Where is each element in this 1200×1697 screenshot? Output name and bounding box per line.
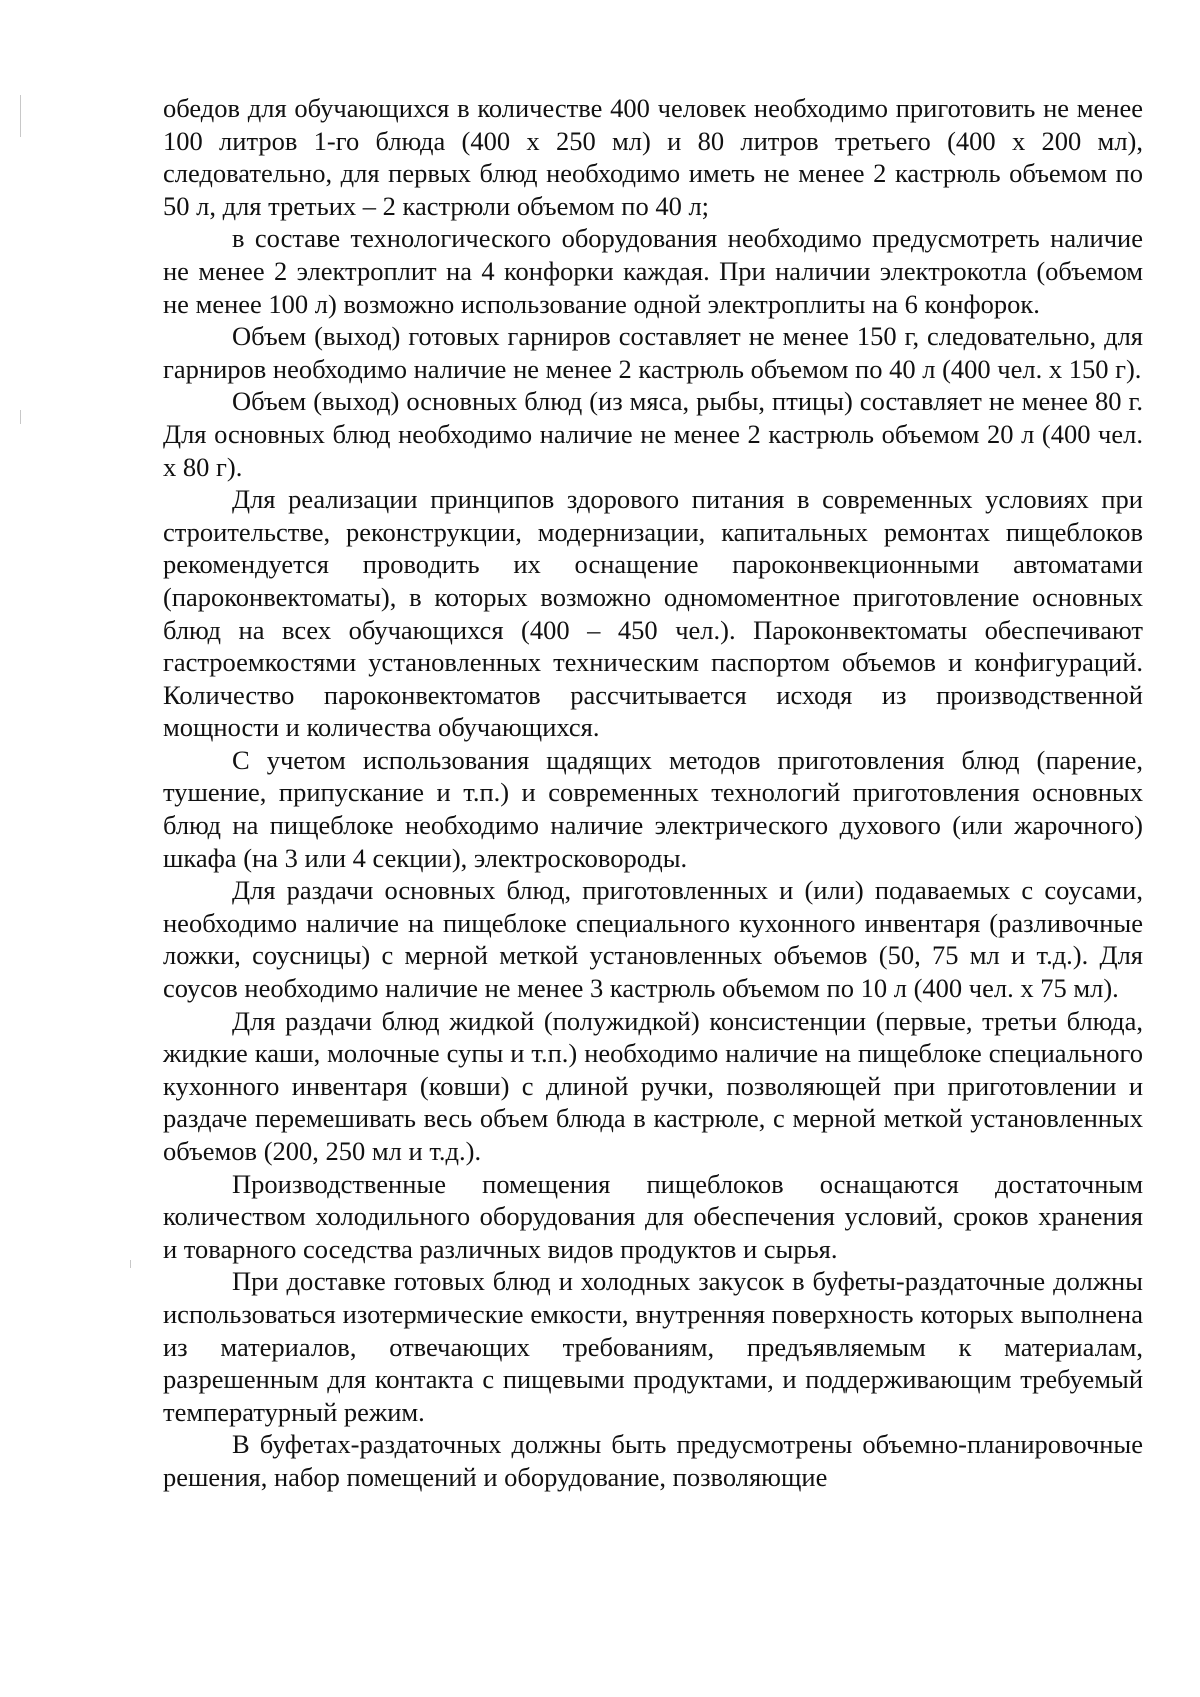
paragraph: Объем (выход) основных блюд (из мяса, рыбы, птицы) составляет не менее 80 г. Для основных блюд необходимо наличие не менее 2 кастрюль объемом 20 л (400 чел. х 80 г). xyxy=(163,386,1143,482)
paragraph: в составе технологического оборудования необходимо предусмотреть наличие не менее 2 электроплит на 4 конфорки каждая. При наличии электрокотла (объемом не менее 100 л) возможно использование одной электроплиты на 6 конфорок. xyxy=(163,223,1143,319)
paragraph: В буфетах-раздаточных должны быть предусмотрены объемно-планировочные решения, набор помещений и оборудование, позволяющие xyxy=(163,1429,1143,1492)
paragraph: Для раздачи основных блюд, приготовленных и (или) подаваемых с соусами, необходимо наличие на пищеблоке специального кухонного инвентаря (разливочные ложки, соусницы) с мерной меткой установленных объемов (50, 75 мл и т.д.). Для соусов необходимо наличие не менее 3 кастрюль объемом по 10 л (400 чел. х 75 мл). xyxy=(163,875,1143,1004)
document-body xyxy=(163,92,1143,1494)
scan-margin-mark xyxy=(20,95,21,137)
paragraph: Объем (выход) готовых гарниров составляет не менее 150 г, следовательно, для гарниров необходимо наличие не менее 2 кастрюль объемом по 40 л (400 чел. х 150 г). xyxy=(163,321,1143,384)
scan-margin-mark xyxy=(20,410,21,424)
paragraph: Для раздачи блюд жидкой (полужидкой) консистенции (первые, третьи блюда, жидкие каши, молочные супы и т.п.) необходимо наличие на пищеблоке специального кухонного инвентаря (ковши) с длиной ручки, позволяющей при приготовлении и раздаче перемешивать весь объем блюда в кастрюле, с мерной меткой установленных объемов (200, 250 мл и т.д.). xyxy=(163,1005,1143,1166)
paragraph: Для реализации принципов здорового питания в современных условиях при строительстве, реконструкции, модернизации, капитальных ремонтах пищеблоков рекомендуется проводить их оснащение пароконвекционными автоматами (пароконвектоматы), в которых возможно одномоментное приготовление основных блюд на всех обучающихся (400 – 450 чел.). Пароконвектоматы обеспечивают гастроемкостями установленных техническим паспортом объемов и конфигураций. Количество пароконвектоматов рассчитывается исходя из производственной мощности и количества обучающихся. xyxy=(163,484,1143,743)
paragraph: С учетом использования щадящих методов приготовления блюд (парение, тушение, припускание и т.п.) и современных технологий приготовления основных блюд на пищеблоке необходимо наличие электрического духового (или жарочного) шкафа (на 3 или 4 секции), электросковороды. xyxy=(163,744,1143,873)
paragraph: обедов для обучающихся в количестве 400 человек необходимо приготовить не менее 100 литров 1-го блюда (400 х 250 мл) и 80 литров третьего (400 х 200 мл), следовательно, для первых блюд необходимо иметь не менее 2 кастрюль объемом по 50 л, для третьих – 2 кастрюли объемом по 40 л; xyxy=(163,93,1143,221)
scan-margin-mark xyxy=(130,1260,131,1268)
paragraph: При доставке готовых блюд и холодных закусок в буфеты-раздаточные должны использоваться изотермические емкости, внутренняя поверхность которых выполнена из материалов, отвечающих требованиям, предъявляемым к материалам, разрешенным для контакта с пищевыми продуктами, и поддерживающим требуемый температурный режим. xyxy=(163,1266,1143,1427)
paragraph: Производственные помещения пищеблоков оснащаются достаточным количеством холодильного оборудования для обеспечения условий, сроков хранения и товарного соседства различных видов продуктов и сырья. xyxy=(163,1168,1143,1264)
